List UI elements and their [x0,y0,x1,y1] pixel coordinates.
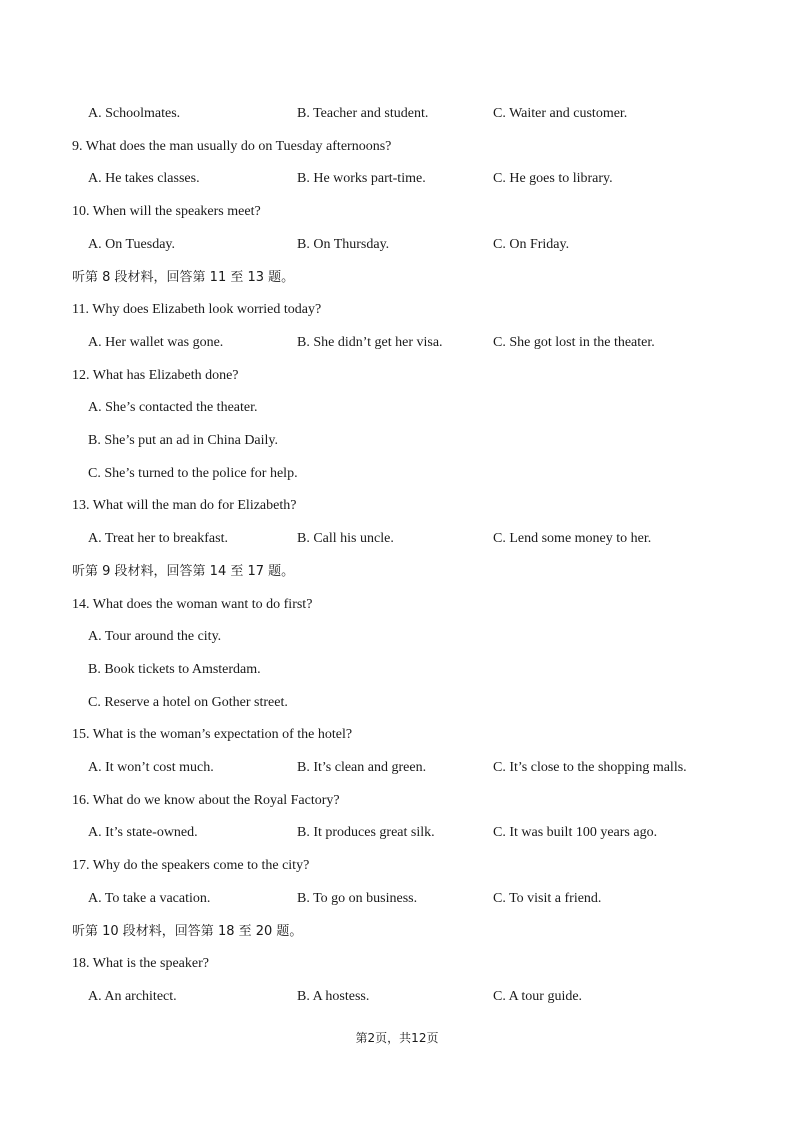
answer-option: B. Book tickets to Amsterdam. [88,662,261,677]
option-b: B. Call his uncle. [297,531,394,546]
answer-option: A. She’s contacted the theater. [88,400,258,415]
answer-options-row [0,105,794,123]
page-footer: 第2页，共12页 [355,1031,439,1045]
option-a: A. An architect. [88,989,177,1004]
section-instruction: 听第 10 段材料，回答第 18 至 20 题。 [72,924,303,939]
answer-options-row [0,236,794,254]
answer-options-row [0,988,794,1006]
option-c: C. It’s close to the shopping malls. [493,760,687,775]
option-b: B. A hostess. [297,989,370,1004]
option-a: A. Treat her to breakfast. [88,531,228,546]
question-text: 17. Why do the speakers come to the city? [72,858,310,873]
option-a: A. He takes classes. [88,171,200,186]
option-a: A. Schoolmates. [88,106,181,121]
option-c: C. On Friday. [493,237,570,252]
option-b: B. He works part-time. [297,171,426,186]
question-text: 11. Why does Elizabeth look worried today? [72,302,322,317]
option-b: B. To go on business. [297,891,418,906]
question-text: 12. What has Elizabeth done? [72,368,239,383]
question-text: 18. What is the speaker? [72,956,209,971]
option-c: C. To visit a friend. [493,891,602,906]
option-b: B. Teacher and student. [297,106,429,121]
question-text: 10. When will the speakers meet? [72,204,261,219]
question-text: 14. What does the woman want to do first? [72,597,313,612]
answer-options-row [0,759,794,777]
answer-options-row [0,530,794,548]
option-c: C. He goes to library. [493,171,613,186]
option-c: C. She got lost in the theater. [493,335,655,350]
option-a: A. On Tuesday. [88,237,175,252]
answer-options-row [0,170,794,188]
answer-options-row [0,334,794,352]
option-b: B. On Thursday. [297,237,390,252]
section-instruction: 听第 9 段材料，回答第 14 至 17 题。 [72,564,295,579]
answer-option: C. Reserve a hotel on Gother street. [88,695,288,710]
answer-option: B. She’s put an ad in China Daily. [88,433,279,448]
question-text: 13. What will the man do for Elizabeth? [72,498,297,513]
option-c: C. It was built 100 years ago. [493,825,658,840]
option-a: A. It’s state-owned. [88,825,198,840]
option-c: C. A tour guide. [493,989,583,1004]
answer-options-row [0,824,794,842]
answer-option: C. She’s turned to the police for help. [88,466,298,481]
option-a: A. To take a vacation. [88,891,211,906]
question-text: 15. What is the woman’s expectation of the hotel? [72,727,353,742]
answer-option: A. Tour around the city. [88,629,222,644]
option-a: A. Her wallet was gone. [88,335,224,350]
answer-options-row [0,890,794,908]
option-c: C. Waiter and customer. [493,106,628,121]
option-b: B. It’s clean and green. [297,760,427,775]
option-b: B. She didn’t get her visa. [297,335,443,350]
question-text: 9. What does the man usually do on Tuesday afternoons? [72,139,392,154]
section-instruction: 听第 8 段材料，回答第 11 至 13 题。 [72,270,295,285]
option-a: A. It won’t cost much. [88,760,214,775]
option-b: B. It produces great silk. [297,825,435,840]
question-text: 16. What do we know about the Royal Factory? [72,793,340,808]
option-c: C. Lend some money to her. [493,531,652,546]
